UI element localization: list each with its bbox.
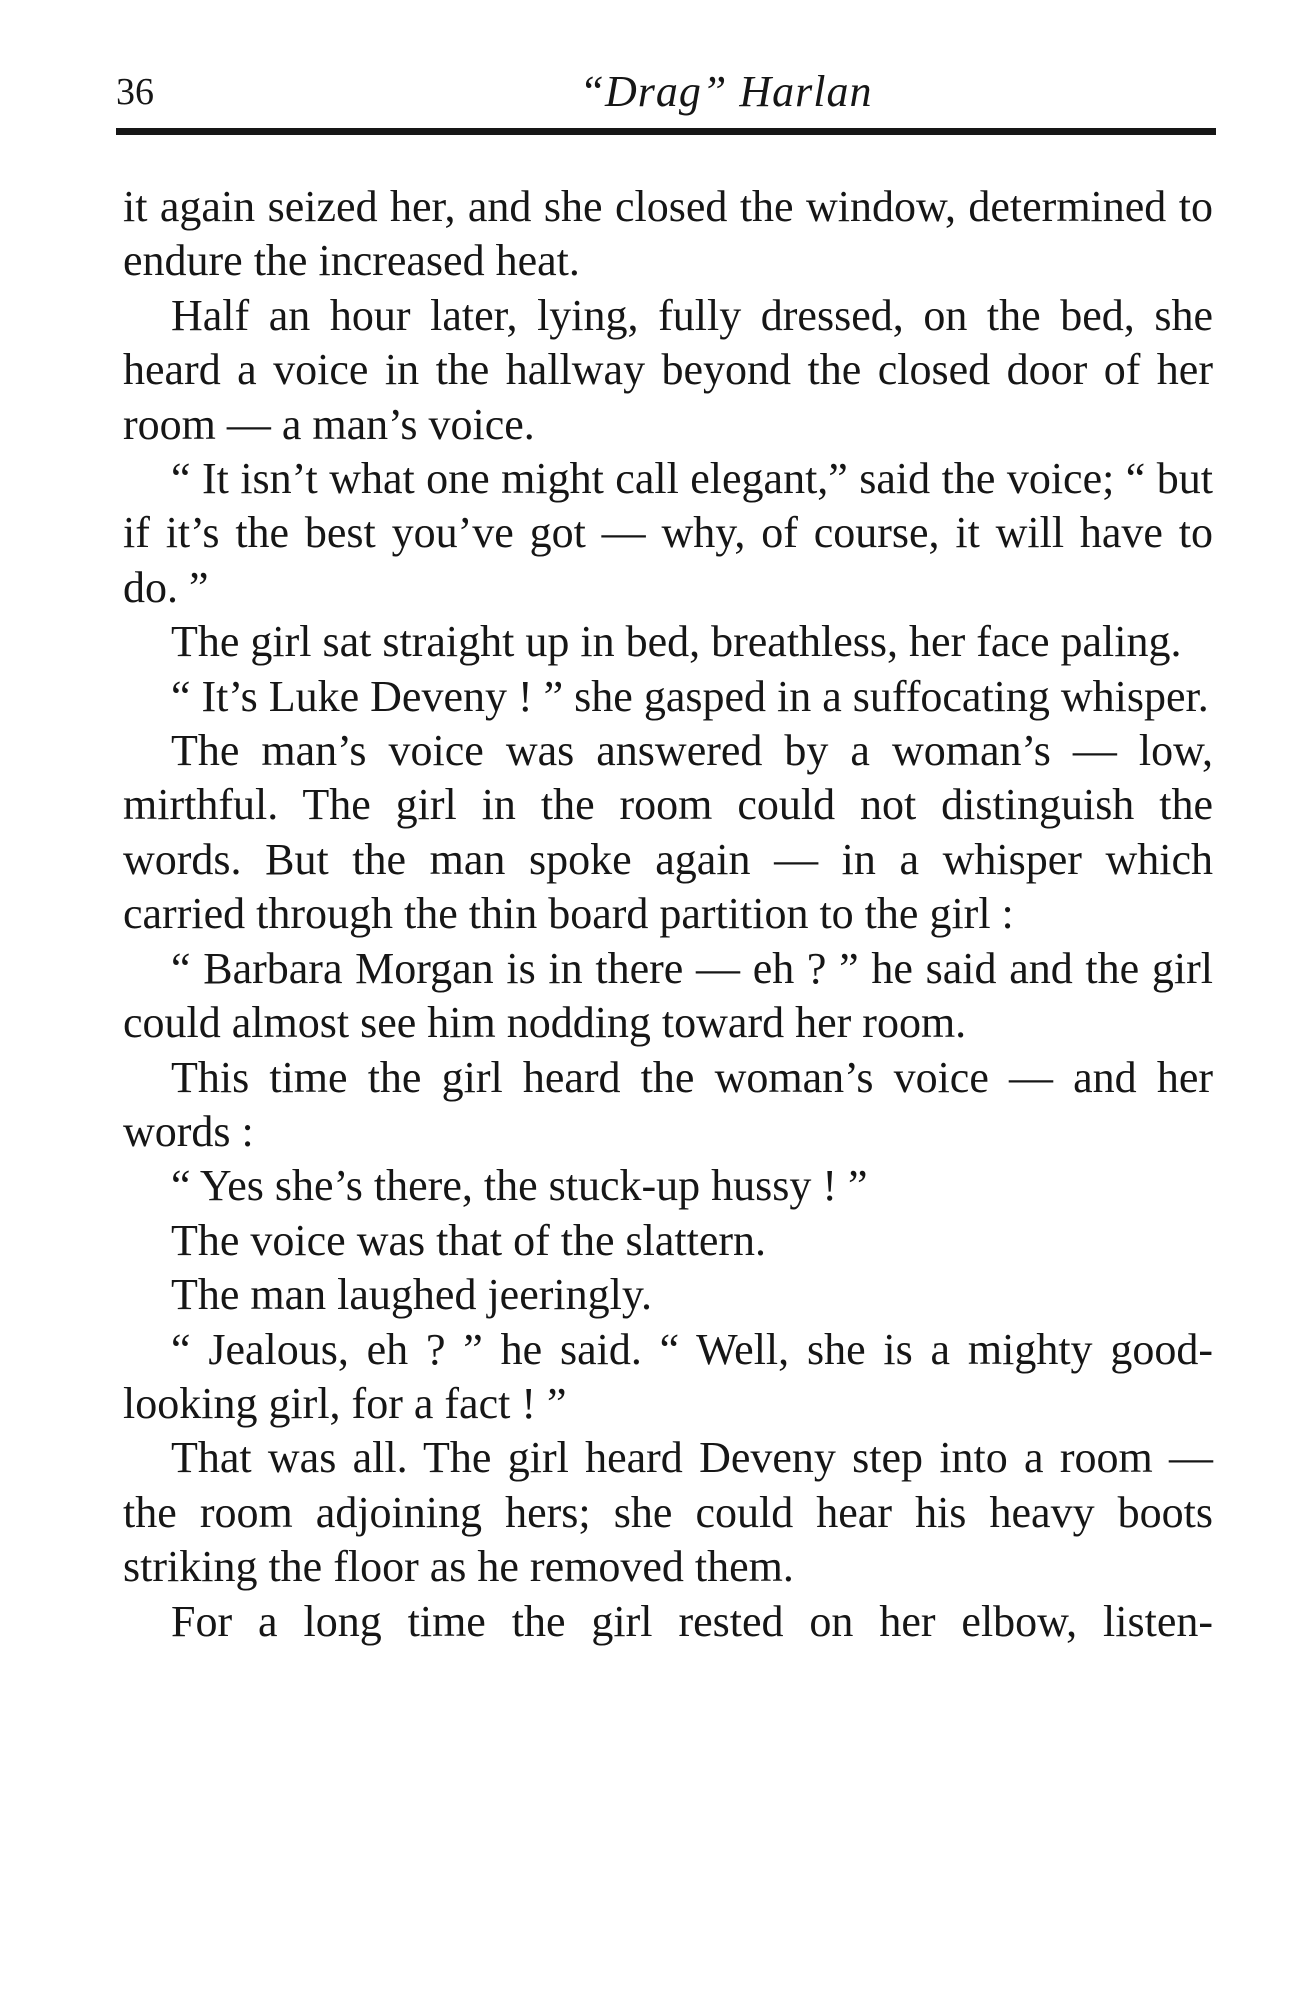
paragraph: “ Jealous, eh ? ” he said. “ Well, she is a mighty good-looking girl, for a fact ! ” xyxy=(123,1324,1213,1428)
paragraph: The voice was that of the slattern. xyxy=(171,1215,767,1265)
running-title: “Drag” Harlan xyxy=(579,67,873,116)
paragraph: For a long time the girl rested on her elbow, listen- xyxy=(171,1596,1213,1646)
page-number: 36 xyxy=(116,71,154,113)
paragraph: The girl sat straight up in bed, breathless, her face paling. xyxy=(171,617,1182,667)
paragraph: it again seized her, and she closed the window, determined to endure the increased heat. xyxy=(123,182,1213,286)
header-rule xyxy=(116,128,1216,135)
paragraph: “ It isn’t what one might call elegant,” said the voice; “ but if it’s the best you’ve got — why, of course, it will have to do. ” xyxy=(123,454,1213,612)
paragraph: The man’s voice was answered by a woman’s — low, mirthful. The girl in the room could not distinguish the words. But the man spoke again — in a whisper which carried through the thin board partition to the girl : xyxy=(123,726,1213,939)
running-head xyxy=(116,62,1216,126)
paragraph: The man laughed jeeringly. xyxy=(171,1270,652,1320)
body-text xyxy=(123,180,1213,1649)
paragraph: “ Barbara Morgan is in there — eh ? ” he said and the girl could almost see him nodding toward her room. xyxy=(123,943,1213,1048)
paragraph: “ It’s Luke Deveny ! ” she gasped in a suffocating whisper. xyxy=(171,671,1209,721)
paragraph: “ Yes she’s there, the stuck-up hussy ! ” xyxy=(171,1161,868,1211)
paragraph: That was all. The girl heard Deveny step into a room — the room adjoining hers; she could hear his heavy boots striking the floor as he removed them. xyxy=(123,1433,1213,1592)
paragraph: Half an hour later, lying, fully dressed, on the bed, she heard a voice in the hallway beyond the closed door of her room — a man’s voice. xyxy=(123,290,1213,449)
paragraph: This time the girl heard the woman’s voice — and her words : xyxy=(123,1052,1213,1156)
